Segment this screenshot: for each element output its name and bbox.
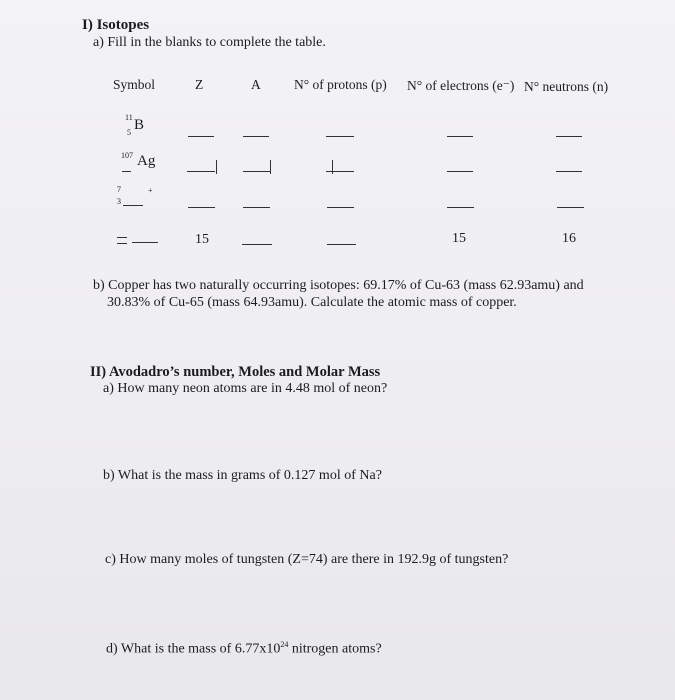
atomic-number: 5 [127, 128, 131, 137]
blank-a-row-1 [243, 136, 269, 137]
section-2-question-b: b) What is the mass in grams of 0.127 mol of Na? [103, 468, 382, 483]
tick-mark [332, 160, 333, 174]
section-1-title: I) Isotopes [82, 17, 150, 33]
element-symbol: B [134, 117, 145, 133]
header-a: A [251, 77, 261, 92]
blank-protons-row-2 [326, 171, 354, 172]
blank-z-row-2 [187, 171, 215, 172]
header-z: Z [195, 77, 204, 92]
blank-neutrons-row-3 [557, 207, 584, 208]
mass-number: 7 [117, 185, 121, 194]
header-protons: N° of protons (p) [294, 77, 387, 92]
section-2-question-c: c) How many moles of tungsten (Z=74) are there in 192.9g of tungsten? [105, 552, 509, 567]
blank-symbol-mass-row-4 [117, 237, 127, 238]
blank-neutrons-row-1 [556, 136, 582, 137]
z-value-row-4: 15 [195, 232, 209, 247]
blank-electrons-row-2 [447, 171, 473, 172]
question-d-exponent: 24 [280, 640, 289, 649]
blank-electrons-row-3 [447, 207, 474, 208]
blank-neutrons-row-2 [556, 171, 582, 172]
header-electrons: N° of electrons (e⁻) [407, 78, 515, 93]
element-symbol: Ag [137, 153, 156, 169]
question-d-suffix: nitrogen atoms? [288, 641, 382, 657]
blank-protons-row-1 [326, 136, 354, 137]
section-1-part-a: a) Fill in the blanks to complete the table. [93, 35, 326, 50]
blank-a-row-4 [242, 244, 272, 245]
blank-electrons-row-1 [447, 136, 473, 137]
blank-z-row-1 [188, 136, 214, 137]
blank-protons-row-3 [327, 207, 354, 208]
section-1-part-b-line-2: 30.83% of Cu-65 (mass 64.93amu). Calculate the atomic mass of copper. [107, 295, 517, 310]
element-blank [123, 205, 143, 206]
section-2-title: II) Avodadro’s number, Moles and Molar Mass [90, 364, 381, 380]
header-symbol: Symbol [113, 77, 156, 92]
atomic-number: 3 [117, 197, 121, 206]
mass-number: 107 [121, 151, 133, 160]
blank-a-row-2 [243, 171, 271, 172]
atomic-number-blank [122, 171, 131, 172]
tick-mark [270, 160, 271, 174]
section-2-question-a: a) How many neon atoms are in 4.48 mol of neon? [103, 381, 388, 396]
blank-protons-row-4 [327, 244, 356, 245]
blank-a-row-3 [243, 207, 270, 208]
blank-symbol-element-row-4 [132, 242, 158, 243]
question-d-text: d) What is the mass of 6.77x10 [106, 641, 281, 657]
neutrons-value-row-4: 16 [562, 231, 576, 246]
ion-charge: + [148, 186, 153, 195]
header-neutrons: N° neutrons (n) [524, 79, 609, 94]
section-2-question-d [106, 640, 382, 658]
blank-z-row-3 [188, 207, 215, 208]
tick-mark [216, 160, 217, 174]
mass-number: 11 [125, 113, 133, 122]
section-1-part-b-line-1: b) Copper has two naturally occurring isotopes: 69.17% of Cu-63 (mass 62.93amu) and [93, 278, 584, 293]
blank-symbol-atomic-row-4 [117, 243, 127, 244]
electrons-value-row-4: 15 [452, 231, 466, 246]
